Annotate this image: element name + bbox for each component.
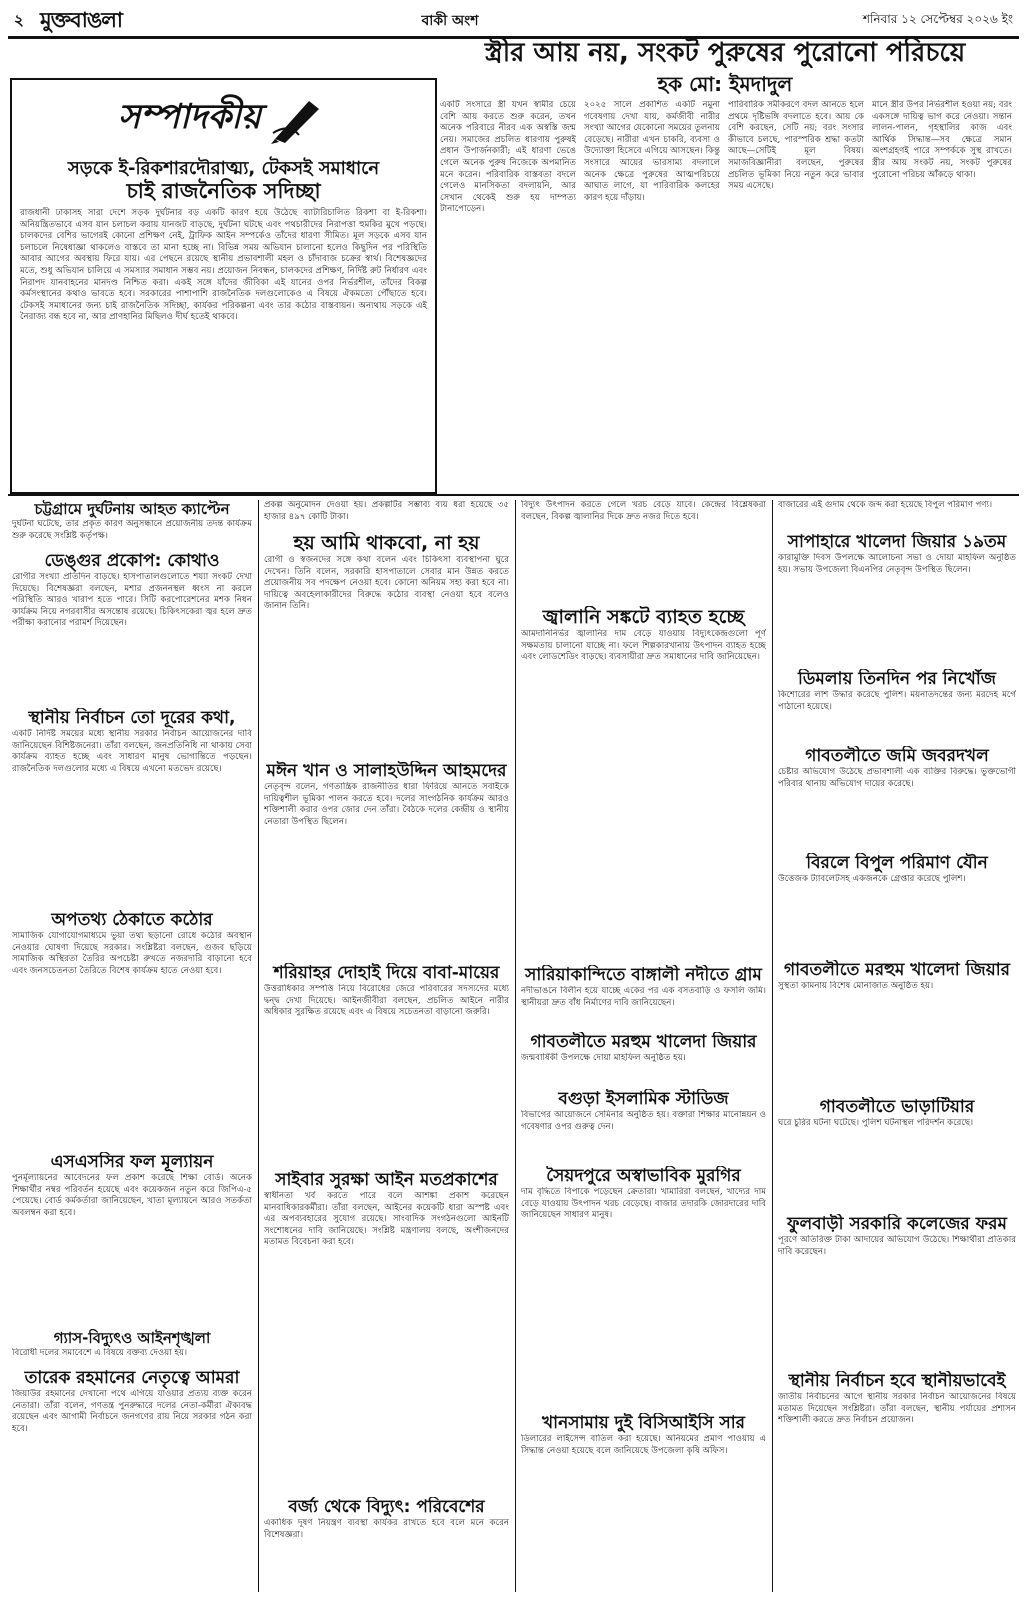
story-body: রোগীর সংখ্যা প্রতিদিন বাড়ছে। হাসপাতালগুলোতে শয্যা সংকট দেখা দিয়েছে। বিশেষজ্ঞরা বলছেন, মশার প্রজননস্থল ধ্বংস না করলে পরিস্থিতি আরও খারাপ হতে পারে। সিটি করপোরেশনের মশক নিধন কার্যক্রম নিয়ে নগরবাসীর অসন্তোষ রয়েছে। চিকিৎসকেরা জ্বর হলে দ্রুত পরীক্ষা করানোর পরামর্শ দিয়েছেন।: [12, 572, 252, 629]
lead-column-text: ২০২৫ সালে প্রকাশিত একটি নমুনা গবেষণায় দেখা যায়, কর্মজীবী নারীর সংখ্যা আগের যেকোনো সময়ের তুলনায় বেড়েছে। নারীরা এখন চাকরি, ব্যবসা ও উদ্যোক্তা হিসেবে এগিয়ে আসছেন। কিন্তু সংসারে আয়ের ভারসাম্য বদলালে অনেক ক্ষেত্রে পুরুষের আত্মপরিচয়ে আঘাত লাগে, যা পারিবারিক কলহের কারণ হয়ে দাঁড়ায়।: [584, 100, 720, 203]
story-headline[interactable]: গাবতলীতে মরহুম খালেদা জিয়ার: [783, 960, 1011, 980]
story-headline[interactable]: ডেঙ্গুর প্রকোপ: কোথাও: [44, 551, 220, 571]
lead-column-2: [584, 100, 720, 490]
divider: [8, 494, 1019, 496]
lead-column-text: একটি সংসারে স্ত্রী যখন স্বামীর চেয়ে বেশি আয় করতে শুরু করেন, তখন অনেক পরিবারে নীরব এক অস্বস্তি জন্ম নেয়। সমাজের প্রচলিত ধারণায় পুরুষই প্রধান উপার্জনকারী; এই ধারণা ভেঙে গেলে অনেক পুরুষ নিজেকে অপমানিত মনে করেন। পরিবারিক বাস্তবতা বদলে গেলেও মানসিকতা বদলায়নি, আর সেখান থেকেই শুরু হয় দাম্পত্য টানাপোড়েন।: [440, 100, 576, 215]
issue-date: শনিবার ১২ সেপ্টেম্বর ২০২৬ ইং: [862, 12, 1013, 26]
story-headline[interactable]: বর্জ্য থেকে বিদ্যুৎ: পরিবেশের: [288, 1497, 485, 1517]
editorial-logo-text: সম্পাদকীয়: [117, 96, 262, 137]
story-body: স্বাধীনতা খর্ব করতে পারে বলে আশঙ্কা প্রকাশ করেছেন মানবাধিকারকর্মীরা। তাঁরা বলছেন, আইনের কয়েকটি ধারা অস্পষ্ট এবং এর অপব্যবহারের সুযোগ রয়েছে। সাংবাদিক সংগঠনগুলো আইনটি সংশোধনের দাবি জানিয়েছে। সংশ্লিষ্ট মন্ত্রণালয় বলছে, অংশীজনদের মতামত বিবেচনা করা হবে।: [264, 1191, 509, 1248]
story-body: চেষ্টার অভিযোগ উঠেছে প্রভাবশালী এক ব্যক্তির বিরুদ্ধে। ভুক্তভোগী পরিবার থানায় অভিযোগ দায়ের করেছে।: [778, 767, 1016, 789]
story-headline[interactable]: সাপাহারে খালেদা জিয়ার ১৯তম: [787, 532, 1007, 552]
column-4: [778, 500, 1016, 1592]
story-headline[interactable]: হয় আমি থাকবো, না হয়: [293, 532, 480, 554]
story-body: উত্তেজক ট্যাবলেটসহ একজনকে গ্রেপ্তার করেছে পুলিশ।: [778, 874, 966, 884]
editorial-body: রাজধানী ঢাকাসহ সারা দেশে সড়ক দুর্ঘটনার বড় একটি কারণ হয়ে উঠেছে ব্যাটারিচালিত রিকশা বা ই-রিকশা। অনিয়ন্ত্রিতভাবে এসব যান চলাচল করায় যানজট বাড়ছে, দুর্ঘটনা ঘটছে এবং পথচারীদের নিরাপত্তা হুমকির মুখে পড়ছে। চালকদের বেশির ভাগেরই কোনো প্রশিক্ষণ নেই, ট্রাফিক আইন সম্পর্কেও তাঁদের ধারণা সীমিত। মূল সড়কে এসব যান চলাচলে নিষেধাজ্ঞা থাকলেও বাস্তবে তা মানা হচ্ছে না। বিভিন্ন সময় অভিযান চালানো হলেও কিছুদিন পর পরিস্থিতি আবার আগের অবস্থায় ফিরে যায়। এর পেছনে রয়েছে স্থানীয় প্রভাবশালী মহল ও চাঁদাবাজ চক্রের স্বার্থ। বিশেষজ্ঞদের মতে, শুধু অভিযান চালিয়ে এ সমস্যার সমাধান সম্ভব নয়। প্রয়োজন নিবন্ধন, চালকদের প্রশিক্ষণ, নির্দিষ্ট রুট নির্ধারণ এবং নিরাপদ যানবাহনের মানদণ্ড নিশ্চিত করা। একই সঙ্গে যাঁদের জীবিকা এই যানের ওপর নির্ভরশীল, তাঁদের বিকল্প কর্মসংস্থানের কথাও ভাবতে হবে। সরকারের পাশাপাশি রাজনৈতিক দলগুলোকেও এ বিষয়ে ঐকমত্যে পৌঁছাতে হবে। টেকসই সমাধানের জন্য চাই রাজনৈতিক সদিচ্ছা, কার্যকর পরিকল্পনা এবং তার কঠোর বাস্তবায়ন। অন্যথায় সড়কে এই নৈরাজ্য বন্ধ হবে না, আর প্রাণহানির মিছিলও দীর্ঘ হতেই থাকবে।: [20, 208, 427, 323]
story-body: নদীভাঙনে বিলীন হয়ে যাচ্ছে একের পর এক বসতবাড়ি ও ফসলি জমি। স্থানীয়রা দ্রুত বাঁধ নির্মাণের দাবি জানিয়েছেন।: [521, 986, 766, 1008]
story-body: একটি নির্দিষ্ট সময়ের মধ্যে স্থানীয় সরকার নির্বাচন আয়োজনের দাবি জানিয়েছেন বিশিষ্টজনেরা। তাঁরা বলছেন, জনপ্রতিনিধি না থাকায় সেবা কার্যক্রম ব্যাহত হচ্ছে এবং সাধারণ মানুষ ভোগান্তিতে পড়ছেন। রাজনৈতিক দলগুলোর মধ্যে এ বিষয়ে এখনো মতভেদ রয়েছে।: [12, 729, 252, 774]
story-headline[interactable]: গাবতলীতে জমি জবরদখল: [805, 746, 989, 766]
story-body: বাজারের এই গুদাম থেকে জব্দ করা হয়েছে বিপুল পরিমাণ পণ্য।: [778, 500, 993, 510]
editorial-logo: [12, 80, 435, 158]
editorial-headline-2[interactable]: চাই রাজনৈতিক সদিচ্ছা: [126, 179, 321, 203]
pen-icon: [269, 93, 329, 145]
story-headline[interactable]: জ্বালানি সঙ্কটে ব্যাহত হচ্ছে: [542, 606, 745, 628]
column-1: [12, 500, 252, 1592]
story-body: কিশোরের লাশ উদ্ধার করেছে পুলিশ। ময়নাতদন্তের জন্য মরদেহ মর্গে পাঠানো হয়েছে।: [778, 690, 1016, 712]
story-body: প্রকল্প অনুমোদন দেওয়া হয়। প্রকল্পটির সম্ভাব্য ব্যয় ধরা হয়েছে ৩৫ হাজার ৪৯৭ কোটি টাকা।: [264, 500, 509, 522]
story-headline[interactable]: সাইবার সুরক্ষা আইন মতপ্রকাশের: [275, 1170, 498, 1190]
editorial-headline[interactable]: সড়কে ই-রিকশারদৌরাত্ম্য, টেকসই সমাধানে: [67, 158, 380, 179]
story-headline[interactable]: খানসামায় দুই বিসিআইসি সার: [541, 1413, 745, 1433]
page-header: [8, 6, 1019, 39]
column-rule: [258, 500, 259, 1592]
column-rule: [515, 500, 516, 1592]
lead-headline[interactable]: স্ত্রীর আয় নয়, সংকট পুরুষের পুরোনো পরিচয়ে: [484, 38, 966, 68]
lead-column-text: মানে স্ত্রীর উপর নির্ভরশীল হওয়া নয়; বরং একসঙ্গে দায়িত্ব ভাগ করে নেওয়া। সন্তান লালন-পালন, গৃহস্থালির কাজ এবং আর্থিক সিদ্ধান্ত—সব ক্ষেত্রে সমান অংশগ্রহণই পারে সম্পর্ককে সুস্থ রাখতে। স্ত্রীর আয় সংকট নয়, সংকট পুরুষের পুরোনো পরিচয় আঁকড়ে থাকা।: [872, 100, 1012, 180]
story-headline[interactable]: গাবতলীতে ভাড়াটিয়ার: [819, 1097, 975, 1117]
lead-column-3: [728, 100, 864, 490]
story-body: একাধিক দূষণ নিয়ন্ত্রণ ব্যবস্থা কার্যকর রাখতে হবে বলে মনে করেন বিশেষজ্ঞরা।: [264, 1518, 509, 1540]
story-body: বিদ্যুৎ উৎপাদন করতে গেলে খরচ বেড়ে যাবে। কেন্দ্রের বিশ্লেষকরা বলছেন, বিকল্প জ্বালানির দিকে দ্রুত নজর দিতে হবে।: [521, 500, 766, 522]
story-body: সামাজিক যোগাযোগমাধ্যমে ভুয়া তথ্য ছড়ানো রোধে কঠোর অবস্থান নেওয়ার ঘোষণা দিয়েছে সরকার। সংশ্লিষ্টরা বলছেন, গুজব ছড়িয়ে সামাজিক অস্থিরতা তৈরির অপচেষ্টা রুখতে নজরদারি বাড়ানো হবে এবং জনসচেতনতা তৈরিতে বিশেষ কার্যক্রম হাতে নেওয়া হবে।: [12, 931, 252, 976]
story-body: কারামুক্তি দিবস উপলক্ষে আলোচনা সভা ও দোয়া মাহফিল অনুষ্ঠিত হয়। সভায় উপজেলা বিএনপির নেতৃবৃন্দ উপস্থিত ছিলেন।: [778, 553, 1016, 575]
story-headline[interactable]: গাবতলীতে মরহুম খালেদা জিয়ার: [530, 1032, 757, 1052]
story-headline[interactable]: সারিয়াকান্দিতে বাঙ্গালী নদীতে গ্রাম: [525, 965, 762, 985]
story-headline[interactable]: বগুড়া ইসলামিক স্টাডিজ: [558, 1089, 729, 1109]
story-headline[interactable]: সৈয়দপুরে অস্বাভাবিক মুরগির: [546, 1166, 741, 1186]
story-headline[interactable]: স্থানীয় নির্বাচন তো দূরের কথা,: [28, 708, 236, 728]
section-title: বাকী অংশ: [421, 13, 479, 29]
page-number: ২: [14, 10, 24, 29]
lead-column-4: [872, 100, 1012, 490]
story-body: দাম বৃদ্ধিতে বিপাকে পড়েছেন ক্রেতারা। খামারিরা বলছেন, খাদ্যের দাম বেড়ে যাওয়ায় উৎপাদন খরচ বেড়েছে। বাজার তদারকি জোরদারের দাবি জানিয়েছেন সাধারণ মানুষ।: [521, 1187, 766, 1221]
column-rule: [772, 500, 773, 1592]
lead-column-1: [440, 100, 576, 490]
editorial-box: [10, 78, 437, 494]
lead-column-text: পারিবারিক সমীকরণে বদল আনতে হলে প্রথমে দৃষ্টিভঙ্গি বদলাতে হবে। আয় কে বেশি করছেন, সেটি নয়; বরং সংসার কীভাবে চলছে, পারস্পরিক শ্রদ্ধা কতটা আছে—সেটিই মূল বিষয়। সমাজবিজ্ঞানীরা বলছেন, পুরুষের প্রচলিত ভূমিকা নিয়ে নতুন করে ভাবার সময় এসেছে।: [728, 100, 864, 192]
story-headline[interactable]: চট্টগ্রামে দুর্ঘটনায় আহত ক্যাপ্টেন: [34, 500, 230, 518]
story-headline[interactable]: ডিমলায় তিনদিন পর নিখোঁজ: [798, 669, 996, 689]
story-headline[interactable]: মঈন খান ও সালাহউদ্দিন আহমদের: [266, 761, 507, 781]
lead-story: [440, 38, 1010, 103]
story-body: সুস্থতা কামনায় বিশেষ মোনাজাত অনুষ্ঠিত হয়।: [778, 981, 934, 991]
story-body: জাতীয় নির্বাচনের আগে স্থানীয় সরকার নির্বাচন আয়োজনের বিষয়ে মতামত দিয়েছেন সংশ্লিষ্টরা। তাঁরা বলছেন, স্থানীয় পর্যায়ের প্রশাসন শক্তিশালী করতে দ্রুত নির্বাচন প্রয়োজন।: [778, 1392, 1016, 1426]
story-body: পুনর্মূল্যায়নের আবেদনের ফল প্রকাশ করেছে শিক্ষা বোর্ড। অনেক শিক্ষার্থীর নম্বর পরিবর্তন হয়েছে এবং কয়েকজন নতুন করে জিপিএ-৫ পেয়েছে। বোর্ড কর্মকর্তারা জানিয়েছেন, খাতা মূল্যায়নে আরও সতর্কতা অবলম্বন করা হবে।: [12, 1173, 252, 1218]
story-body: বিভাগের আয়োজনে সেমিনার অনুষ্ঠিত হয়। বক্তারা শিক্ষার মানোন্নয়ন ও গবেষণার ওপর গুরুত্ব দেন।: [521, 1110, 766, 1132]
story-body: রোগী ও স্বজনদের সঙ্গে কথা বলেন এবং চিকিৎসা ব্যবস্থাপনা ঘুরে দেখেন। তিনি বলেন, সরকারি হাসপাতালে সেবার মান উন্নত করতে প্রয়োজনীয় সব পদক্ষেপ নেওয়া হবে। কোনো অনিয়ম সহ্য করা হবে না। দায়িত্বে অবহেলাকারীদের বিরুদ্ধে কঠোর ব্যবস্থা নেওয়া হবে বলেও জানান তিনি।: [264, 555, 509, 612]
story-body: নেতৃবৃন্দ বলেন, গণতান্ত্রিক রাজনীতির ধারা ফিরিয়ে আনতে সবাইকে দায়িত্বশীল ভূমিকা পালন করতে হবে। দলের সাংগঠনিক কার্যক্রম আরও শক্তিশালী করার ওপর জোর দেন তাঁরা। বৈঠকে দলের কেন্দ্রীয় ও স্থানীয় নেতারা উপস্থিত ছিলেন।: [264, 782, 509, 827]
story-body: আমদানিনির্ভর জ্বালানির দাম বেড়ে যাওয়ায় বিদ্যুৎকেন্দ্রগুলো পূর্ণ সক্ষমতায় চালানো যাচ্ছে না। ফলে শিল্পকারখানায় উৎপাদন ব্যাহত হচ্ছে এবং লোডশেডিং বাড়ছে। ব্যবসায়ীরা দ্রুত সমাধানের দাবি জানিয়েছেন।: [521, 629, 766, 663]
column-3: [521, 500, 766, 1592]
story-body: ঘরে চুরির ঘটনা ঘটেছে। পুলিশ ঘটনাস্থল পরিদর্শন করেছে।: [778, 1118, 974, 1128]
story-headline[interactable]: তারেক রহমানের নেতৃত্বে আমরা: [24, 1368, 240, 1388]
column-2: [264, 500, 509, 1592]
story-body: ডিলারের লাইসেন্স বাতিল করা হয়েছে। অনিয়মের প্রমাণ পাওয়ায় এ সিদ্ধান্ত নেওয়া হয়েছে বলে জানিয়েছে উপজেলা কৃষি অফিস।: [521, 1434, 766, 1456]
story-body: জন্মবার্ষিকী উপলক্ষে দোয়া মাহফিল অনুষ্ঠিত হয়।: [521, 1053, 686, 1063]
story-body: দুর্ঘটনা ঘটেছে, তার প্রকৃত কারণ অনুসন্ধানে প্রয়োজনীয় তদন্ত কার্যক্রম শুরু করেছে সংশ্লিষ্ট কর্তৃপক্ষ।: [12, 519, 252, 541]
story-body: জিয়াউর রহমানের দেখানো পথে এগিয়ে যাওয়ার প্রত্যয় ব্যক্ত করেন নেতারা। তাঁরা বলেন, গণতন্ত্র পুনরুদ্ধারে দলের নেতা-কর্মীরা ঐক্যবদ্ধ রয়েছেন এবং আগামী নির্বাচনে জনগণের রায় নিয়ে সরকার গঠন করা হবে।: [12, 1389, 252, 1434]
story-headline[interactable]: অপতথ্য ঠেকাতে কঠোর: [51, 910, 213, 930]
lead-byline: হক মো: ইমদাদুল: [657, 72, 793, 96]
story-body: উত্তরাধিকার সম্পত্তি নিয়ে বিরোধের জেরে পরিবারের সদস্যদের মধ্যে দ্বন্দ্ব দেখা দিয়েছে। আইনজীবীরা বলছেন, প্রচলিত আইনে নারীর অধিকার সুরক্ষিত রয়েছে এবং এ বিষয়ে সচেতনতা বাড়ানো জরুরি।: [264, 984, 509, 1018]
story-headline[interactable]: ফুলবাড়ী সরকারি কলেজের ফরম: [787, 1214, 1007, 1234]
story-headline[interactable]: বিরলে বিপুল পরিমাণ যৌন: [806, 853, 988, 873]
story-headline[interactable]: শরিয়াহর দোহাই দিয়ে বাবা-মায়ের: [273, 963, 500, 983]
story-headline[interactable]: গ্যাস-বিদ্যুৎও আইনশৃঙ্খলা: [53, 1329, 211, 1347]
story-body: পূরণে অতিরিক্ত টাকা আদায়ের অভিযোগ উঠেছে। শিক্ষার্থীরা প্রতিকার দাবি করেছেন।: [778, 1235, 1016, 1257]
story-body: বিরোধী দলের সমাবেশে এ বিষয়ে বক্তব্য দেওয়া হয়।: [12, 1348, 188, 1358]
story-headline[interactable]: এসএসসির ফল মূল্যায়ন: [50, 1152, 214, 1172]
masthead: মুক্তবাঙলা: [40, 6, 122, 32]
story-headline[interactable]: স্থানীয় নির্বাচন হবে স্থানীয়ভাবেই: [788, 1371, 1006, 1391]
